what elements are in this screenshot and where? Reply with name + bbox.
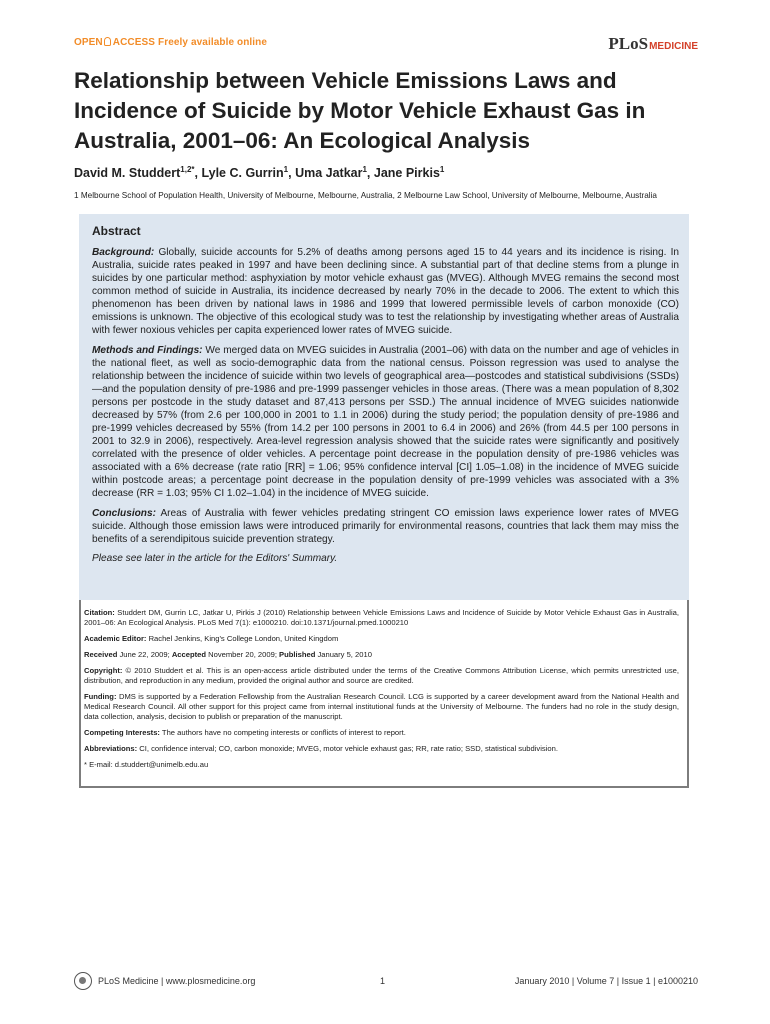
open-lock-icon <box>104 37 111 46</box>
abstract-background: Background: Globally, suicide accounts for 5.2% of deaths among persons aged 15 to 44 years and its incidence is rising. In Australia, suicide rates peaked in 1997 and have been declining since. A substantial part of that decline stems from a plunge in suicides by one particular method: asphyxiation by motor vehicle exhaust gas (MVEG). Although MVEG remains the second most common method of suicide in Australia, its incidence decreased by nearly 70% in the decade to 2006. The extent to which this phenomenon has been driven by national laws in 1986 and 1999 that lowered permissible levels of carbon monoxide (CO) emissions is unknown. The objective of this ecological study was to test the relationship by investigating whether areas of Australia with fewer noxious vehicles per capita experienced lower rates of MVEG suicide. <box>92 247 679 336</box>
editors-summary-note: Please see later in the article for the Editors' Summary. <box>92 553 338 564</box>
abstract-conclusions: Conclusions: Areas of Australia with fewer vehicles predating stringent CO emission laws experience lower rates of MVEG suicide. Although those emission laws were introduced primarily for environmental reasons, countries that lack them may miss the benefits of a serendipitous suicide prevention strategy. <box>92 508 679 545</box>
author: Lyle C. Gurrin$^1$, <box>201 165 296 181</box>
article-title: Relationship between Vehicle Emissions Laws and Incidence of Suicide by Motor Vehicle Exhaust Gas in Australia, 2001–06: An Ecological Analysis <box>74 68 646 153</box>
access-label: ACCESS <box>112 37 156 48</box>
page-number: 1 <box>380 976 386 986</box>
funding: Funding: DMS is supported by a Federation Fellowship from the Australian Research Council. LCG is supported by a career development award from the National Health and Medical Research Council. All other support for this project came from internal institutional funds at the University of Melbourne. The funders had no role in the study design, data collection, analysis, decision to publish or preparation of the manuscript. <box>84 692 679 721</box>
journal-medicine-text: MEDICINE <box>649 41 698 52</box>
open-label: OPEN <box>74 37 103 48</box>
article-metadata <box>79 600 689 788</box>
page-header <box>74 34 698 54</box>
journal-plos-text: PLoS <box>608 34 649 53</box>
dates: Received June 22, 2009; Accepted November 20, 2009; Published January 5, 2010 <box>84 650 372 659</box>
abstract-box <box>79 214 689 600</box>
freely-available-label: Freely available online <box>158 37 268 48</box>
abstract-methods: Methods and Findings: We merged data on MVEG suicides in Australia (2001–06) with data on the number and age of vehicles in the national fleet, as well as socio-demographic data from the national census. Poisson regression was used to analyse the relationship between the incidence of suicide within two levels of geographical area—postcodes and statistical subdivisions (SSDs)—and the population density of pre-1986 and pre-1999 passenger vehicles in those areas. (There was a mean population of 8,302 persons per postcode in the study dataset and 87,413 persons per SSD.) The annual incidence of MVEG suicides nationwide decreased by 57% (from 2.6 per 100,000 in 2001 to 1.1 in 2006) during the study period; the population density of pre-1986 and pre-1999 vehicles decreased by 55% (from 14.2 per 100 persons in 2001 to 6.4 in 2006) and 26% (from 44.5 per 100 persons in 2001 to 32.9 in 2006), respectively. Area-level regression analysis showed that the suicide rates were significantly and positively correlated with the presence of older vehicles. A percentage point decrease in the population density of pre-1986 vehicles was associated with a 6% decrease (rate ratio [RR] = 1.06; 95% confidence interval [CI] 1.05–1.08) in the incidence of MVEG suicide within postcode areas; a percentage point decrease in the population density of pre-1999 vehicles was associated with a 3% decrease (RR = 1.03; 95% CI 1.02–1.04) in the incidence of MVEG suicide. <box>92 345 679 499</box>
competing-interests: Competing Interests: The authors have no competing interests or conflicts of interest to report. <box>84 728 406 737</box>
citation: Citation: Studdert DM, Gurrin LC, Jatkar U, Pirkis J (2010) Relationship between Vehicle Emissions Laws and Incidence of Suicide by Motor Vehicle Exhaust Gas in Australia, 2001–06: An Ecological Analysis. PLoS Med 7(1): e1000210. doi:10.1371/journal.pmed.1000210 <box>84 608 679 627</box>
author-list <box>74 165 444 180</box>
abbreviations: Abbreviations: CI, confidence interval; CO, carbon monoxide; MVEG, motor vehicle exhaust gas; RR, rate ratio; SSD, statistical subdivision. <box>84 744 558 753</box>
open-access-badge <box>74 37 267 48</box>
footer-issue-info: January 2010 | Volume 7 | Issue 1 | e1000210 <box>514 976 698 986</box>
corresponding-email[interactable]: * E-mail: d.studdert@unimelb.edu.au <box>84 760 209 769</box>
footer-journal-link[interactable]: PLoS Medicine | www.plosmedicine.org <box>98 976 256 986</box>
affiliations: 1 Melbourne School of Population Health, University of Melbourne, Melbourne, Australia, 2 Melbourne Law School, University of Melbourne, Melbourne, Australia <box>74 191 657 200</box>
abstract-heading: Abstract <box>92 224 141 238</box>
copyright: Copyright: © 2010 Studdert et al. This is an open-access article distributed under the terms of the Creative Commons Attribution License, which permits unrestricted use, distribution, and reproduction in any medium, provided the original author and source are credited. <box>84 666 679 685</box>
page-footer <box>74 970 698 996</box>
author: Jane Pirkis$^1$ <box>373 165 445 181</box>
journal-logo <box>608 34 698 54</box>
plos-logo-icon <box>74 972 92 990</box>
author: David M. Studdert$^{1,2*}$, <box>74 165 202 181</box>
academic-editor: Academic Editor: Rachel Jenkins, King's College London, United Kingdom <box>84 634 339 643</box>
author: Uma Jatkar$^1$, <box>295 165 374 181</box>
